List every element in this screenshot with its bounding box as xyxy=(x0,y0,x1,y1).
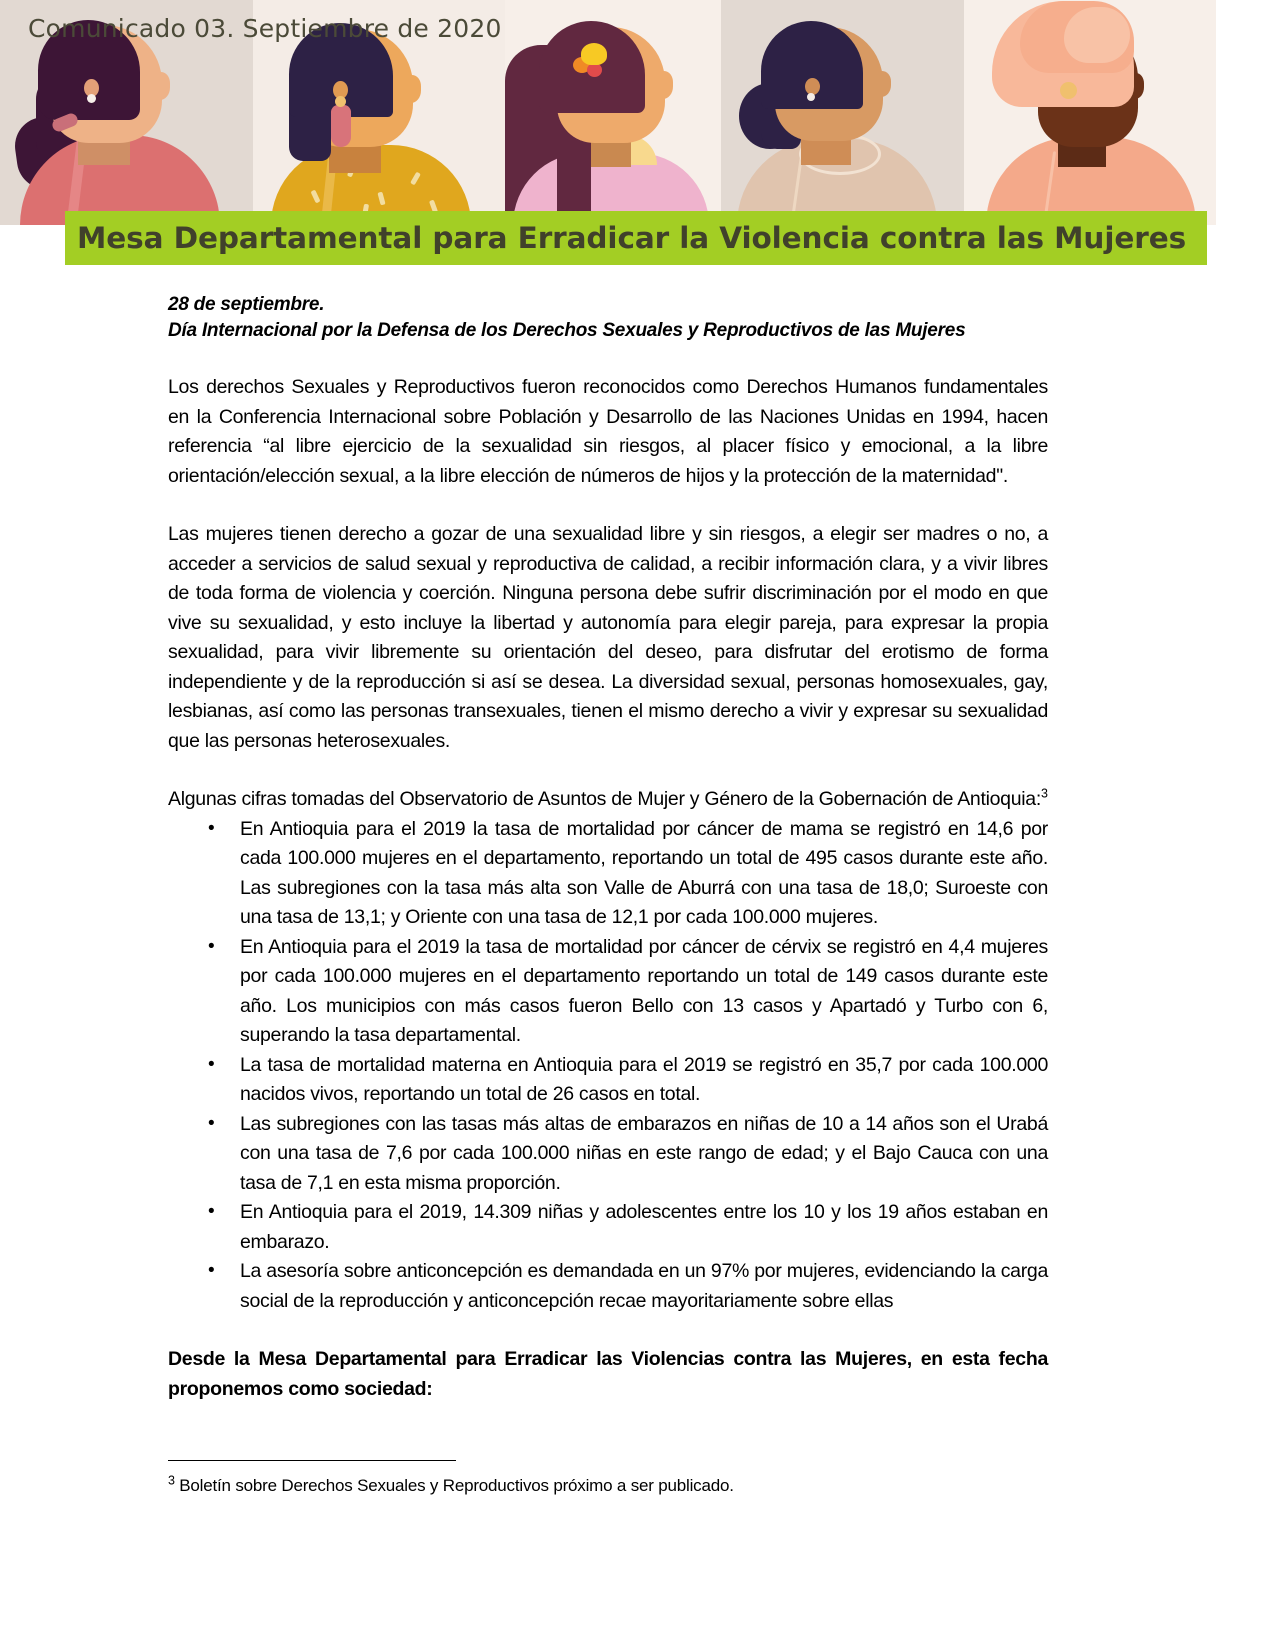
list-item: • En Antioquia para el 2019, 14.309 niñas y adolescentes entre los 10 y los 19 años estaban en embarazo. xyxy=(240,1198,1048,1257)
footnote-area xyxy=(168,1460,1048,1497)
illustration-panel-3 xyxy=(505,0,721,225)
paragraph-1: Los derechos Sexuales y Reproductivos fueron reconocidos como Derechos Humanos fundamentales en la Conferencia Internacional sobre Población y Desarrollo de las Naciones Unidas en 1994, hacen referencia “al libre ejercicio de la sexualidad sin riesgos, al placer físico y emocional, a la libre orientación/elección sexual, a la libre elección de números de hijos y la protección de la maternidad". xyxy=(168,376,1048,487)
earring xyxy=(1060,82,1077,99)
nose xyxy=(651,71,673,99)
footnote-marker-inline: 3 xyxy=(1040,786,1048,801)
figure-woman-turban-peach xyxy=(964,0,1216,225)
nose xyxy=(399,75,421,103)
earring-drop xyxy=(331,105,351,147)
illustration-panel-5 xyxy=(964,0,1216,225)
earring xyxy=(87,94,96,103)
closing-statement: Desde la Mesa Departamental para Erradicar las Violencias contra las Mujeres, en esta fecha proponemos como sociedad: xyxy=(168,1348,1048,1400)
statistics-list xyxy=(168,815,1048,1317)
paragraph-3-text: Algunas cifras tomadas del Observatorio de Asuntos de Mujer y Género de la Gobernación de Antioquia: xyxy=(168,788,1041,810)
footnote-separator xyxy=(168,1460,456,1461)
lead-date: 28 de septiembre. xyxy=(168,294,325,315)
turban-knot xyxy=(1064,7,1130,63)
page-title: Mesa Departamental para Erradicar la Violencia contra las Mujeres xyxy=(77,221,1187,255)
illustration-panel-4 xyxy=(721,0,964,225)
document-body xyxy=(168,292,1048,1404)
flower-red xyxy=(587,63,602,77)
comunicado-date-line: Comunicado 03. Septiembre de 2020 xyxy=(28,14,502,43)
spacer xyxy=(168,491,1048,520)
list-item: • En Antioquia para el 2019 la tasa de mortalidad por cáncer de mama se registró en 14,6 por cada 100.000 mujeres en el departamento, reportando un total de 495 casos durante este año. Las subregiones con la tasa más alta son Valle de Aburrá con una tasa de 18,0; Suroeste con una tasa de 13,1; y Oriente con una tasa de 12,1 por cada 100.000 mujeres. xyxy=(240,815,1048,933)
footnote-body: Boletín sobre Derechos Sexuales y Reproductivos próximo a ser publicado. xyxy=(174,1476,734,1495)
list-item: • Las subregiones con las tasas más altas de embarazos en niñas de 10 a 14 años son el Urabá con una tasa de 7,6 por cada 100.000 niñas en este rango de edad; y el Bajo Cauca con una tasa de 7,1 en esta misma proporción. xyxy=(240,1110,1048,1199)
spacer xyxy=(168,344,1048,373)
flower-yellow xyxy=(581,43,607,65)
title-banner xyxy=(65,211,1207,265)
nose xyxy=(869,71,891,97)
lead-subtitle: Día Internacional por la Defensa de los Derechos Sexuales y Reproductivos de las Mujeres xyxy=(168,320,966,341)
earring xyxy=(807,93,815,101)
paragraph-2: Las mujeres tienen derecho a gozar de una sexualidad libre y sin riesgos, a elegir ser madres o no, a acceder a servicios de salud sexual y reproductiva de calidad, a recibir información clara, y a vivir libres de toda forma de violencia y coerción. Ninguna persona debe sufrir discriminación por el modo en que vive su sexualidad, y esto incluye la libertad y autonomía para elegir pareja, para expresar la propia sexualidad, para vivir libremente su orientación del deseo, para disfrutar del erotismo de forma independiente y de la reproducción si así se desea. La diversidad sexual, personas homosexuales, gay, lesbianas, así como las personas transexuales, tienen el mismo derecho a vivir y expresar su sexualidad que las personas heterosexuales. xyxy=(168,523,1048,752)
footnote-text xyxy=(168,1474,1048,1497)
spacer xyxy=(168,1316,1048,1345)
earring-stud xyxy=(335,96,346,107)
list-item: • La tasa de mortalidad materna en Antioquia para el 2019 se registró en 35,7 por cada 100.000 nacidos vivos, reportando un total de 26 casos en total. xyxy=(240,1051,1048,1110)
paragraph-3 xyxy=(168,785,1048,815)
figure-woman-longhair-flower-pink xyxy=(505,0,721,225)
list-item: • En Antioquia para el 2019 la tasa de mortalidad por cáncer de cérvix se registró en 4,4 mujeres por cada 100.000 mujeres en el departamento reportando un total de 149 casos durante este año. Los municipios con más casos fueron Bello con 13 casos y Apartadó y Turbo con 6, superando la tasa departamental. xyxy=(240,933,1048,1051)
nose xyxy=(148,72,170,100)
list-item: • La asesoría sobre anticoncepción es demandada en un 97% por mujeres, evidenciando la carga social de la reproducción y anticoncepción recae mayoritariamente sobre ellas xyxy=(240,1257,1048,1316)
footnote-marker: 3 xyxy=(168,1473,175,1488)
figure-woman-bun-beige xyxy=(721,0,964,225)
spacer xyxy=(168,756,1048,785)
